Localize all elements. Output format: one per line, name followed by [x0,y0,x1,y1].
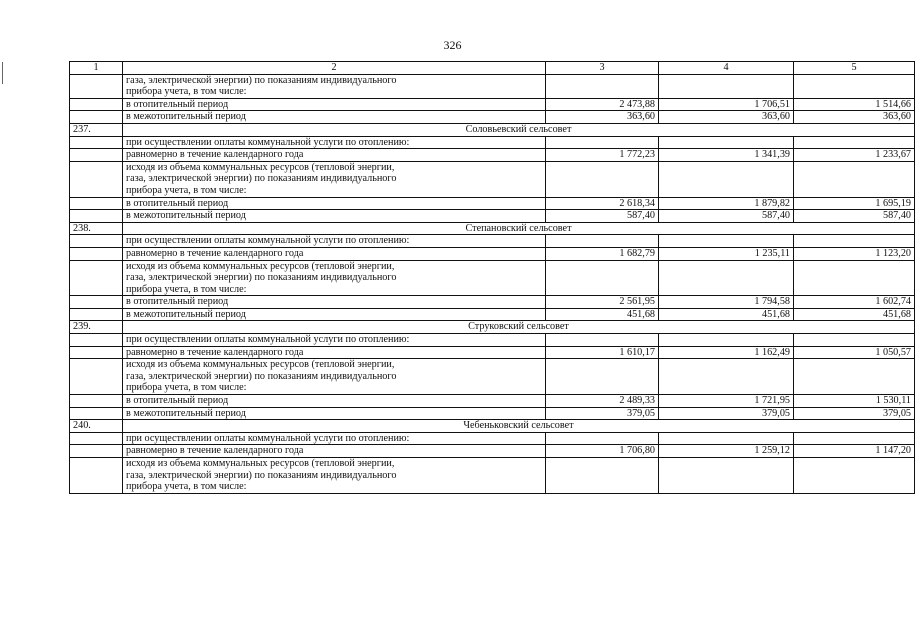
value-col4: 379,05 [659,407,794,420]
heating-period-row [70,98,915,111]
row-label: равномерно в течение календарного года [123,445,546,458]
value-col4: 1 235,11 [659,247,794,260]
section-title-row [70,123,915,136]
meter-description-cell: исходя из объема коммунальных ресурсов (тепловой энергии, газа, электрической энергии) по показаниям индивидуального прибора учета, в том числе: [123,260,546,296]
section-number: 238. [70,222,123,235]
value-col5: 451,68 [794,308,915,321]
value-col5: 1 050,57 [794,346,915,359]
scan-edge-mark [2,62,3,84]
value-col5: 1 602,74 [794,296,915,309]
value-col4: 1 794,58 [659,296,794,309]
value-col4: 1 706,51 [659,98,794,111]
row-label: в межотопительный период [123,210,546,223]
value-col3: 1 706,80 [546,445,659,458]
header-cell-5: 5 [794,62,915,75]
value-col5: 1 233,67 [794,149,915,162]
uniform-payment-row [70,247,915,260]
offseason-period-row [70,111,915,124]
payment-method-text: при осуществлении оплаты коммунальной услуги по отоплению: [123,334,546,347]
meter-description-cell: исходя из объема коммунальных ресурсов (тепловой энергии, газа, электрической энергии) по показаниям индивидуального прибора учета, в том числе: [123,458,546,494]
value-col4: 1 162,49 [659,346,794,359]
section-title-row [70,321,915,334]
meter-description-cell: исходя из объема коммунальных ресурсов (тепловой энергии, газа, электрической энергии) по показаниям индивидуального прибора учета, в том числе: [123,161,546,197]
meter-description-row [70,458,915,494]
row-label: в отопительный период [123,98,546,111]
row-label: в отопительный период [123,395,546,408]
row-label: в межотопительный период [123,111,546,124]
offseason-period-row [70,308,915,321]
value-col4: 363,60 [659,111,794,124]
value-col3: 587,40 [546,210,659,223]
tariff-table [69,61,915,494]
payment-method-text: при осуществлении оплаты коммунальной услуги по отоплению: [123,235,546,248]
section-name: Степановский сельсовет [123,222,915,235]
section-name: Чебеньковский сельсовет [123,420,915,433]
header-row [70,62,915,75]
row-label: равномерно в течение календарного года [123,149,546,162]
header-cell-2: 2 [123,62,546,75]
value-col5: 1 695,19 [794,197,915,210]
meter-description-cell: газа, электрической энергии) по показаниям индивидуального прибора учета, в том числе: [123,74,546,98]
uniform-payment-row [70,149,915,162]
value-col5: 363,60 [794,111,915,124]
section-name: Струковский сельсовет [123,321,915,334]
section-name: Соловьевский сельсовет [123,123,915,136]
payment-method-row [70,334,915,347]
heating-period-row [70,296,915,309]
section-number: 239. [70,321,123,334]
value-col5: 1 530,11 [794,395,915,408]
value-col3: 2 489,33 [546,395,659,408]
value-col3: 2 561,95 [546,296,659,309]
payment-method-text: при осуществлении оплаты коммунальной услуги по отоплению: [123,136,546,149]
page-number: 326 [443,38,462,52]
offseason-period-row [70,407,915,420]
value-col4: 1 341,39 [659,149,794,162]
section-title-row [70,222,915,235]
value-col3: 451,68 [546,308,659,321]
row-label: равномерно в течение календарного года [123,247,546,260]
meter-description-row [70,161,915,197]
meter-description-row [70,260,915,296]
meter-description-row [70,74,915,98]
value-col4: 1 259,12 [659,445,794,458]
value-col4: 451,68 [659,308,794,321]
section-number: 237. [70,123,123,136]
value-col3: 1 610,17 [546,346,659,359]
section-number: 240. [70,420,123,433]
offseason-period-row [70,210,915,223]
value-col5: 1 514,66 [794,98,915,111]
payment-method-row [70,235,915,248]
row-label: в межотопительный период [123,308,546,321]
uniform-payment-row [70,445,915,458]
uniform-payment-row [70,346,915,359]
value-col3: 2 473,88 [546,98,659,111]
header-cell-1: 1 [70,62,123,75]
heating-period-row [70,197,915,210]
row-label: в отопительный период [123,296,546,309]
value-col5: 587,40 [794,210,915,223]
heating-period-row [70,395,915,408]
section-title-row [70,420,915,433]
header-cell-3: 3 [546,62,659,75]
payment-method-row [70,136,915,149]
header-cell-4: 4 [659,62,794,75]
payment-method-text: при осуществлении оплаты коммунальной услуги по отоплению: [123,432,546,445]
value-col5: 1 147,20 [794,445,915,458]
row-label: равномерно в течение календарного года [123,346,546,359]
value-col3: 1 772,23 [546,149,659,162]
value-col3: 2 618,34 [546,197,659,210]
value-col5: 1 123,20 [794,247,915,260]
value-col3: 379,05 [546,407,659,420]
value-col4: 587,40 [659,210,794,223]
row-label: в межотопительный период [123,407,546,420]
meter-description-row [70,359,915,395]
payment-method-row [70,432,915,445]
meter-description-cell: исходя из объема коммунальных ресурсов (тепловой энергии, газа, электрической энергии) по показаниям индивидуального прибора учета, в том числе: [123,359,546,395]
value-col3: 363,60 [546,111,659,124]
value-col5: 379,05 [794,407,915,420]
value-col4: 1 721,95 [659,395,794,408]
value-col3: 1 682,79 [546,247,659,260]
row-label: в отопительный период [123,197,546,210]
value-col4: 1 879,82 [659,197,794,210]
